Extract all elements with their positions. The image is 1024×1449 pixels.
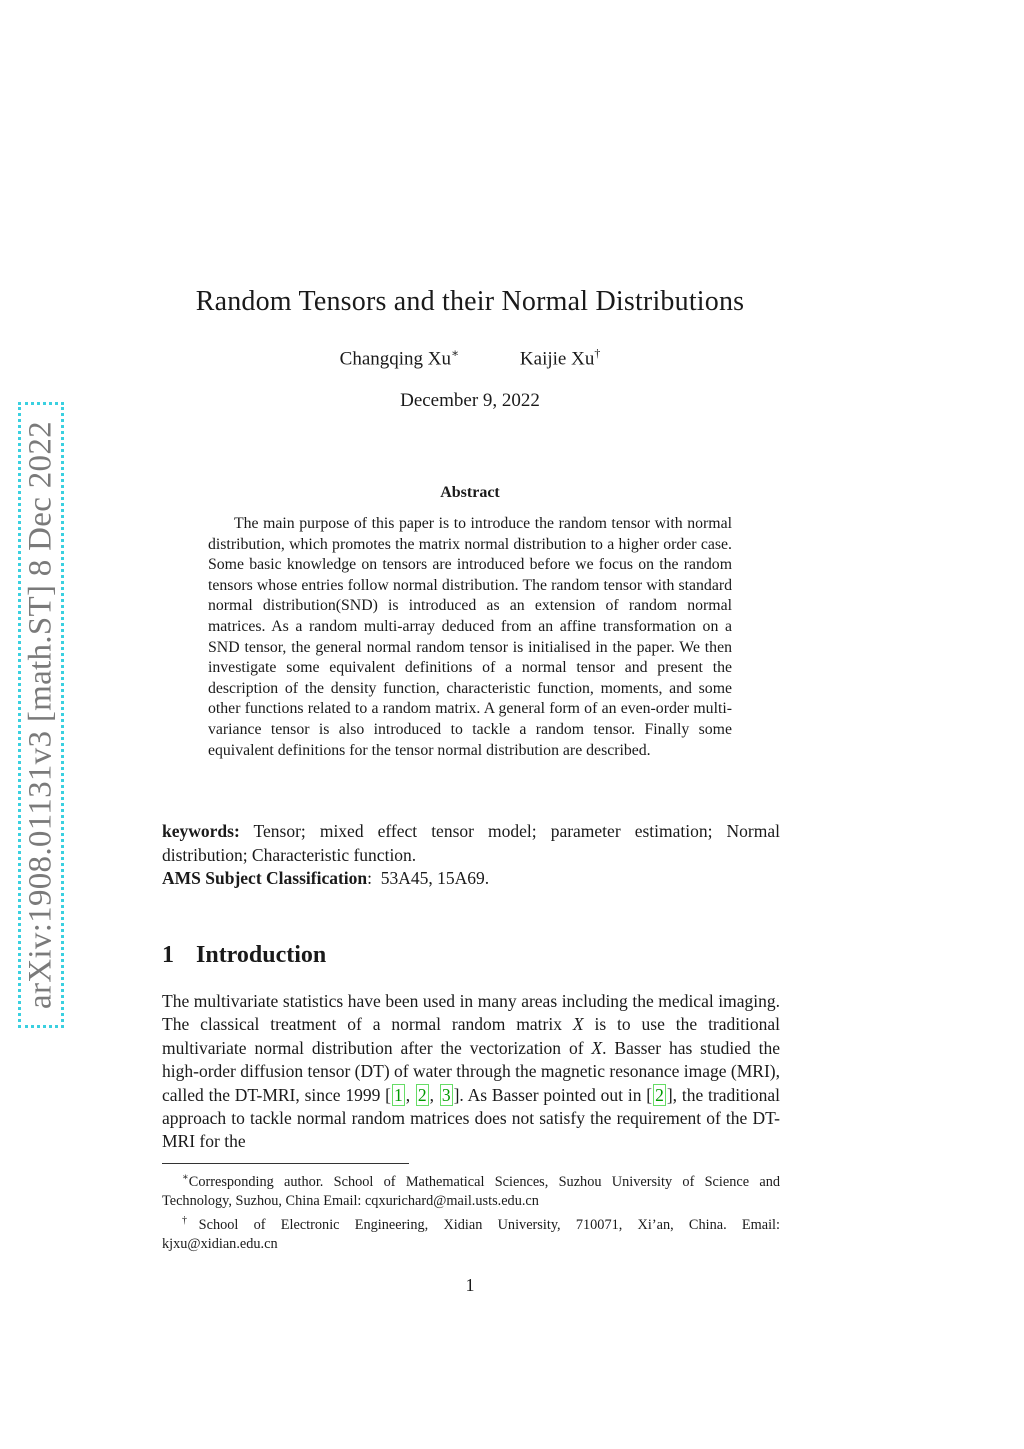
paper-date: December 9, 2022 bbox=[400, 390, 540, 411]
section-title: Introduction bbox=[196, 942, 327, 968]
footnote-2 bbox=[162, 1211, 780, 1254]
intro-paragraph: The multivariate statistics have been used in many areas including the medical imaging. The classical treatment of a normal random matrix X is to use the traditional multivariate normal distribution after the vectorization of X. Basser has studied the high-order diffusion tensor (DT) of water through the magnetic resonance image (MRI), called the DT-MRI, since 1999 [ 1 , 2 , 3 ]. As Basser pointed out in [ 2 ], the traditional approach to tackle normal random matrices does not satisfy the requirement of the DT-MRI for the bbox=[162, 991, 780, 1152]
math-var-x: X bbox=[591, 1037, 603, 1058]
arxiv-identifier[interactable]: arXiv:1908.01131v3 [math.ST] 8 Dec 2022 bbox=[22, 421, 59, 1009]
author-list bbox=[0, 346, 940, 370]
section-heading bbox=[162, 942, 326, 969]
author-1 bbox=[340, 346, 460, 370]
ams-label: AMS Subject Classification bbox=[162, 868, 368, 888]
page-number: 1 bbox=[465, 1275, 475, 1295]
math-var-x: X bbox=[572, 1014, 584, 1035]
intro-text-5: ], the traditional approach to tackle normal random matrices does not satisfy the requirement of the DT-MRI for the bbox=[162, 1084, 780, 1152]
footnotes bbox=[162, 1168, 780, 1254]
footnote-1-mark: ∗ bbox=[182, 1172, 189, 1183]
author-2-name: Kaijie Xu bbox=[519, 348, 595, 370]
author-1-mark[interactable]: ∗ bbox=[451, 346, 460, 360]
section-number: 1 bbox=[162, 942, 174, 968]
citation-link-2[interactable]: 2 bbox=[417, 1084, 427, 1105]
author-2 bbox=[520, 346, 600, 370]
abstract-text: The main purpose of this paper is to introduce the random tensor with normal distribution, which promotes the matrix normal distribution to a higher order case. Some basic knowledge on tensors are introduced before we focus on the random tensors whose entries follow normal distribution. The random tensor with standard normal distribution(SND) is introduced as an extension of random normal matrices. As a random multi-array deduced from an affine transformation on a SND tensor, the general normal random tensor is initialised in the paper. We then investigate some equivalent definitions of a normal tensor and present the description of the density function, characteristic function, moments, and some other functions related to a random matrix. A general form of an even-order multi-variance tensor is also introduced to tackle a random tensor. Finally some equivalent definitions for the tensor normal distribution are described. bbox=[208, 515, 732, 759]
footnote-divider bbox=[162, 1163, 409, 1164]
citation-link-2b[interactable]: 2 bbox=[655, 1084, 664, 1105]
intro-text-1: The multivariate statistics have been used in many areas including the medical imaging. The classical treatment of a normal random matrix bbox=[162, 991, 780, 1035]
author-1-name: Changqing Xu bbox=[339, 348, 452, 370]
footnote-2-text: School of Electronic Engineering, Xidian University, 710071, Xi’an, China. Email: kjxu@xidian.edu.cn bbox=[162, 1216, 781, 1252]
ams-text: 53A45, 15A69. bbox=[380, 868, 490, 888]
paper-title: Random Tensors and their Normal Distributions bbox=[195, 286, 745, 317]
keywords-block: keywords: Tensor; mixed effect tensor model; parameter estimation; Normal distribution; Characteristic function. AMS Subject Classification: 53A45, 15A69. bbox=[162, 821, 780, 888]
footnote-1 bbox=[162, 1168, 780, 1211]
keywords-label: keywords: bbox=[162, 821, 240, 841]
citation-link-1[interactable]: 1 bbox=[393, 1084, 403, 1105]
footnote-2-mark: † bbox=[182, 1214, 199, 1226]
keywords-text: Tensor; mixed effect tensor model; parameter estimation; Normal distribution; Characteristic function. bbox=[162, 821, 780, 865]
intro-text-4: ]. As Basser pointed out in [ bbox=[453, 1084, 653, 1105]
intro-text-2: is to use the traditional multivariate normal distribution after the vectorization of bbox=[162, 1014, 780, 1058]
footnote-1-text: Corresponding author. School of Mathematical Sciences, Suzhou University of Science and Technology, Suzhou, China Email: cqxurichard@mail.usts.edu.cn bbox=[162, 1173, 780, 1209]
intro-text-3: . Basser has studied the high-order diffusion tensor (DT) of water through the magnetic resonance image (MRI), called the DT-MRI, since 1999 [ bbox=[162, 1037, 780, 1105]
author-2-mark[interactable]: † bbox=[594, 346, 601, 360]
citation-link-3[interactable]: 3 bbox=[441, 1084, 451, 1105]
abstract-heading: Abstract bbox=[440, 484, 500, 501]
